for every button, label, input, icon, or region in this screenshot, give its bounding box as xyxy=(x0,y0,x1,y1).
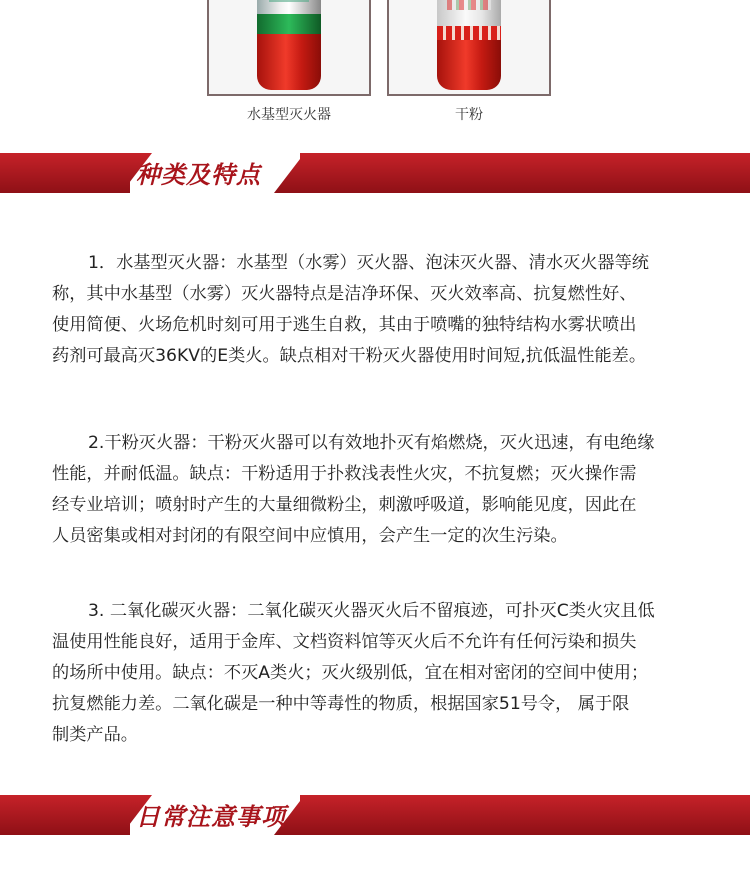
section-banner-daily-notes xyxy=(0,787,750,835)
paragraph-line: 抗复燃能力差。二氧化碳是一种中等毒性的物质，根据国家51号令， 属于限 xyxy=(52,694,630,714)
paragraph-dry-powder xyxy=(52,428,722,552)
powder-extinguisher-image xyxy=(437,0,501,90)
paragraph-line: 称，其中水基型（水雾）灭火器特点是洁净环保、灭火效率高、抗复燃性好、 xyxy=(52,284,637,304)
water-extinguisher-photo xyxy=(207,0,371,96)
paragraph-line: 性能，并耐低温。缺点：干粉适用于扑救浅表性火灾，不抗复燃；灭火操作需 xyxy=(52,464,637,484)
section-banner-types xyxy=(0,145,750,193)
paragraph-water-based xyxy=(52,248,722,372)
paragraph-line: 使用简便、火场危机时刻可用于逃生自救，其由于喷嘴的独特结构水雾状喷出 xyxy=(52,315,637,335)
section-title-daily-notes: 日常注意事项 xyxy=(136,803,286,831)
section-title-types: 种类及特点 xyxy=(136,161,261,189)
powder-extinguisher-caption: 干粉 xyxy=(455,107,483,123)
water-extinguisher-caption: 水基型灭火器 xyxy=(247,107,331,123)
paragraph-line: 的场所中使用。缺点：不灭A类火；灭火级别低，宜在相对密闭的空间中使用； xyxy=(52,663,649,683)
paragraph-line: 人员密集或相对封闭的有限空间中应慎用，会产生一定的次生污染。 xyxy=(52,526,568,546)
paragraph-line: 温使用性能良好，适用于金库、文档资料馆等灭火后不允许有任何污染和损失 xyxy=(52,632,637,652)
paragraph-line: 经专业培训；喷射时产生的大量细微粉尘，刺激呼吸道，影响能见度，因此在 xyxy=(52,495,637,515)
paragraph-line: 2.干粉灭火器：干粉灭火器可以有效地扑灭有焰燃烧，灭火迅速，有电绝缘 xyxy=(88,433,655,453)
paragraph-line: 3. 二氧化碳灭火器：二氧化碳灭火器灭火后不留痕迹，可扑灭C类火灾且低 xyxy=(88,601,655,621)
paragraph-line: 1．水基型灭火器：水基型（水雾）灭火器、泡沫灭火器、清水灭火器等统 xyxy=(88,253,649,273)
paragraph-line: 制类产品。 xyxy=(52,725,138,745)
paragraph-line: 药剂可最高灭36KV的E类火。缺点相对干粉灭火器使用时间短,抗低温性能差。 xyxy=(52,346,647,366)
powder-extinguisher-photo xyxy=(387,0,551,96)
water-extinguisher-image xyxy=(257,0,321,90)
paragraph-co2 xyxy=(52,596,722,751)
